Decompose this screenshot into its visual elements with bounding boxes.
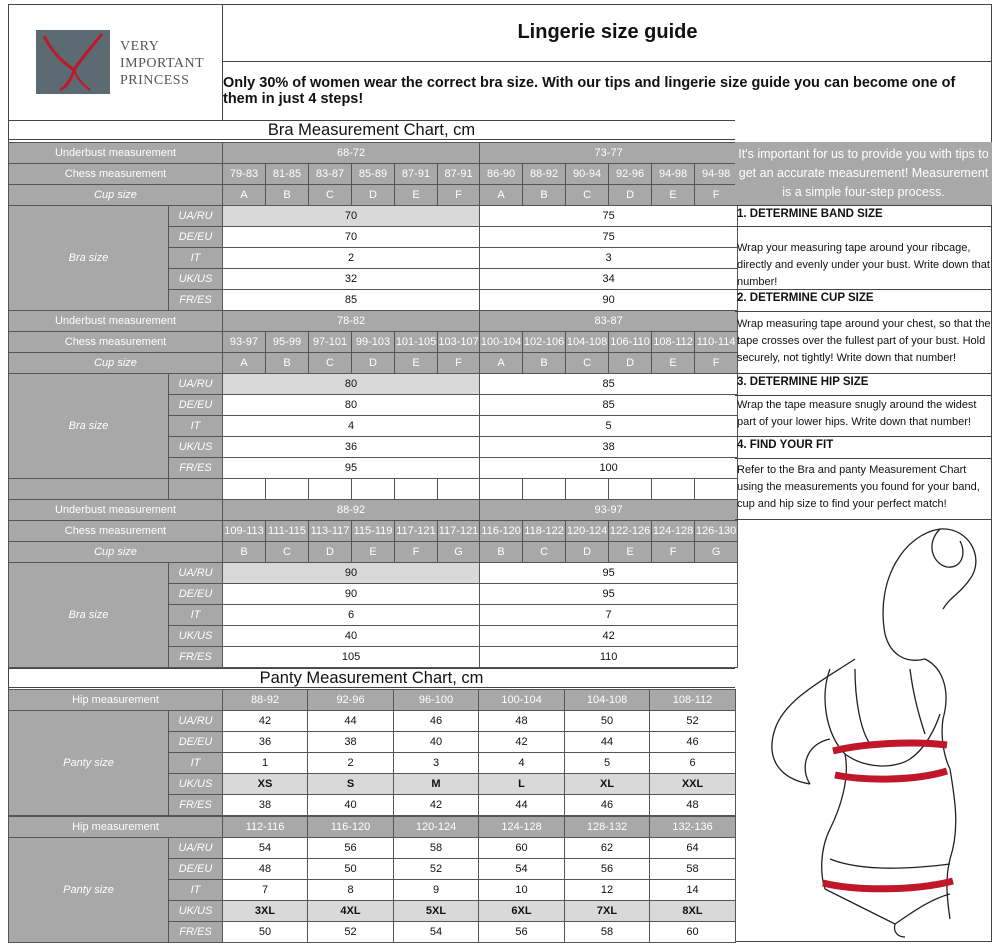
panty-size-value: 50 (223, 922, 308, 943)
cup-size: B (480, 542, 523, 563)
panty-size-value: 44 (479, 795, 565, 816)
cup-size: D (352, 353, 395, 374)
bra-chart-table (8, 310, 738, 479)
chess-range: 117-121 (395, 521, 438, 542)
hip-range: 116-120 (308, 817, 394, 838)
size-system: FR/ES (169, 922, 223, 943)
bra-size-value: 32 (223, 269, 480, 290)
cup-size: D (309, 542, 352, 563)
bra-size-value: 80 (223, 374, 480, 395)
size-system: UA/RU (169, 838, 223, 859)
size-system: IT (169, 248, 223, 269)
bra-chart-title: Bra Measurement Chart, cm (8, 120, 735, 140)
underbust-label: Underbust measurement (9, 500, 223, 521)
panty-size-value: 52 (308, 922, 394, 943)
bra-size-value: 3 (480, 248, 738, 269)
band-group: 68-72 (223, 143, 480, 164)
size-system: UK/US (169, 269, 223, 290)
spacer-cell (480, 479, 523, 500)
hip-range: 112-116 (223, 817, 308, 838)
chess-range: 94-98 (695, 164, 738, 185)
chess-range: 115-119 (352, 521, 395, 542)
spacer-cell (695, 479, 738, 500)
cup-size: E (609, 542, 652, 563)
cup-size: F (695, 185, 738, 206)
panty-size-value: 64 (650, 838, 736, 859)
bra-size-value: 90 (480, 290, 738, 311)
panty-size-value: 36 (223, 732, 308, 753)
cup-size: F (652, 542, 695, 563)
size-system: IT (169, 753, 223, 774)
step-1-text: Wrap your measuring tape around your ribcage, directly and evenly under your bust. Write down that number! (737, 242, 990, 288)
cup-size: A (223, 353, 266, 374)
cup-size: E (652, 353, 695, 374)
spacer-cell (609, 479, 652, 500)
panty-size-value: 50 (565, 711, 650, 732)
bra-size-value: 110 (480, 647, 738, 668)
spacer-cell (169, 479, 223, 500)
chess-range: 118-122 (523, 521, 566, 542)
panty-size-value: XL (565, 774, 650, 795)
chess-label: Chess measurement (9, 521, 223, 542)
cup-size: B (523, 185, 566, 206)
cup-size: C (566, 185, 609, 206)
panty-size-value: 14 (650, 880, 736, 901)
chess-range: 110-114 (695, 332, 738, 353)
step-1-title: 1. DETERMINE BAND SIZE (737, 208, 883, 220)
panty-size-value: 58 (394, 838, 479, 859)
cup-size: A (223, 185, 266, 206)
cup-size: C (266, 542, 309, 563)
hip-range: 96-100 (394, 690, 479, 711)
panty-size-value: 56 (479, 922, 565, 943)
cup-size: G (695, 542, 738, 563)
size-system: DE/EU (169, 227, 223, 248)
table-row (9, 563, 738, 584)
panty-size-value: 8 (308, 880, 394, 901)
panty-size-value: 6 (650, 753, 736, 774)
chess-range: 87-91 (395, 164, 438, 185)
panty-size-value: 38 (308, 732, 394, 753)
bra-size-value: 36 (223, 437, 480, 458)
bra-chart-table (8, 499, 738, 668)
step-3-title: 3. DETERMINE HIP SIZE (737, 376, 869, 388)
chess-range: 83-87 (309, 164, 352, 185)
panty-size-value: 42 (223, 711, 308, 732)
chess-range: 124-128 (652, 521, 695, 542)
bra-size-value: 90 (223, 563, 480, 584)
chess-range: 108-112 (652, 332, 695, 353)
chess-range: 94-98 (652, 164, 695, 185)
size-system: UK/US (169, 901, 223, 922)
panty-size-value: 54 (223, 838, 308, 859)
table-row (9, 500, 738, 521)
panty-size-value: 3XL (223, 901, 308, 922)
bra-size-value: 85 (480, 374, 738, 395)
cup-size: E (352, 542, 395, 563)
cup-label: Cup size (9, 542, 223, 563)
size-system: UK/US (169, 626, 223, 647)
bra-size-value: 95 (480, 563, 738, 584)
band-group: 93-97 (480, 500, 738, 521)
panty-size-value: 38 (223, 795, 308, 816)
panty-size-value: 7XL (565, 901, 650, 922)
size-system: IT (169, 880, 223, 901)
panty-size-value: 5XL (394, 901, 479, 922)
bra-size-value: 75 (480, 227, 738, 248)
cup-size: D (609, 185, 652, 206)
panty-size-value: 52 (650, 711, 736, 732)
chess-range: 106-110 (609, 332, 652, 353)
hip-range: 92-96 (308, 690, 394, 711)
chess-range: 100-104 (480, 332, 523, 353)
chess-range: 85-89 (352, 164, 395, 185)
table-row (9, 690, 736, 711)
panty-size-label: Panty size (9, 838, 169, 943)
chess-range: 116-120 (480, 521, 523, 542)
chess-range: 97-101 (309, 332, 352, 353)
hip-range: 128-132 (565, 817, 650, 838)
panty-size-value: 56 (308, 838, 394, 859)
panty-size-value: M (394, 774, 479, 795)
size-system: FR/ES (169, 290, 223, 311)
bra-size-label: Bra size (9, 206, 169, 311)
cup-size: D (609, 353, 652, 374)
spacer-cell (352, 479, 395, 500)
panty-size-value: 40 (394, 732, 479, 753)
hip-range: 100-104 (479, 690, 565, 711)
chess-label: Chess measurement (9, 332, 223, 353)
panty-size-value: XS (223, 774, 308, 795)
size-system: DE/EU (169, 395, 223, 416)
size-system: IT (169, 416, 223, 437)
chess-range: 126-130 (695, 521, 738, 542)
chess-range: 93-97 (223, 332, 266, 353)
size-system: UK/US (169, 437, 223, 458)
cup-size: A (480, 353, 523, 374)
divider (735, 226, 992, 227)
hip-range: 132-136 (650, 817, 736, 838)
bra-size-value: 80 (223, 395, 480, 416)
chess-range: 111-115 (266, 521, 309, 542)
bra-size-value: 7 (480, 605, 738, 626)
underbust-label: Underbust measurement (9, 143, 223, 164)
size-system: DE/EU (169, 859, 223, 880)
size-system: UA/RU (169, 711, 223, 732)
spacer-cell (523, 479, 566, 500)
spacer-cell (9, 479, 169, 500)
panty-size-value: 8XL (650, 901, 736, 922)
cup-size: E (395, 185, 438, 206)
cup-label: Cup size (9, 353, 223, 374)
panty-size-value: 62 (565, 838, 650, 859)
hip-range: 88-92 (223, 690, 308, 711)
size-system: UK/US (169, 774, 223, 795)
panty-size-value: 10 (479, 880, 565, 901)
spacer-cell (395, 479, 438, 500)
page-title: Lingerie size guide (223, 4, 992, 62)
bra-size-value: 42 (480, 626, 738, 647)
table-row (9, 185, 738, 206)
spacer-row (8, 478, 738, 500)
chess-range: 79-83 (223, 164, 266, 185)
table-row (9, 353, 738, 374)
chess-range: 88-92 (523, 164, 566, 185)
size-system: UA/RU (169, 206, 223, 227)
panty-size-value: 46 (565, 795, 650, 816)
band-group: 78-82 (223, 311, 480, 332)
bra-size-value: 85 (223, 290, 480, 311)
panty-size-value: 4 (479, 753, 565, 774)
panty-size-value: 48 (650, 795, 736, 816)
cup-size: F (395, 542, 438, 563)
spacer-cell (438, 479, 480, 500)
bra-size-value: 90 (223, 584, 480, 605)
bra-size-value: 75 (480, 206, 738, 227)
cup-size: F (438, 353, 480, 374)
brand-line-3: PRINCESS (120, 73, 190, 88)
cup-size: B (523, 353, 566, 374)
panty-size-value: 46 (394, 711, 479, 732)
chess-range: 81-85 (266, 164, 309, 185)
band-group: 83-87 (480, 311, 738, 332)
panty-size-value: 52 (394, 859, 479, 880)
size-system: IT (169, 605, 223, 626)
bra-size-value: 70 (223, 227, 480, 248)
bra-chart-table (8, 142, 738, 311)
bra-size-value: 34 (480, 269, 738, 290)
cup-size: B (266, 185, 309, 206)
bra-size-value: 5 (480, 416, 738, 437)
band-group: 88-92 (223, 500, 480, 521)
cup-size: B (266, 353, 309, 374)
bra-size-value: 105 (223, 647, 480, 668)
panty-size-value: 46 (650, 732, 736, 753)
hip-range: 124-128 (479, 817, 565, 838)
cup-size: C (309, 353, 352, 374)
bra-size-value: 70 (223, 206, 480, 227)
chess-range: 95-99 (266, 332, 309, 353)
panty-size-value: 6XL (479, 901, 565, 922)
hip-range: 104-108 (565, 690, 650, 711)
table-row (9, 711, 736, 732)
bra-size-value: 100 (480, 458, 738, 479)
panty-size-label: Panty size (9, 711, 169, 816)
cup-size: C (566, 353, 609, 374)
divider (735, 458, 992, 459)
step-3-text: Wrap the tape measure snugly around the widest part of your lower hips. Write down that number! (737, 399, 977, 428)
panty-size-value: 60 (650, 922, 736, 943)
table-row (9, 521, 738, 542)
chess-range: 101-105 (395, 332, 438, 353)
panty-chart-title: Panty Measurement Chart, cm (8, 668, 735, 688)
panty-size-value: 2 (308, 753, 394, 774)
measuring-figure-illustration (735, 519, 992, 942)
panty-size-value: 48 (223, 859, 308, 880)
table-row (9, 143, 738, 164)
size-system: FR/ES (169, 647, 223, 668)
band-group: 73-77 (480, 143, 738, 164)
spacer-cell (309, 479, 352, 500)
spacer-cell (223, 479, 266, 500)
panty-size-value: 40 (308, 795, 394, 816)
panty-size-value: 3 (394, 753, 479, 774)
size-system: DE/EU (169, 584, 223, 605)
chess-range: 120-124 (566, 521, 609, 542)
bra-size-value: 4 (223, 416, 480, 437)
panty-size-value: 50 (308, 859, 394, 880)
step-4-text: Refer to the Bra and panty Measurement Chart using the measurements you found for your band, cup and hip size to find your perfect match! (737, 464, 980, 510)
chess-range: 104-108 (566, 332, 609, 353)
step-2-text: Wrap measuring tape around your chest, so that the tape crosses over the fullest part of your bust. Hold securely, not tightly! Write down that number! (737, 318, 991, 364)
cup-size: C (309, 185, 352, 206)
bra-size-label: Bra size (9, 374, 169, 479)
panty-size-value: 60 (479, 838, 565, 859)
chess-range: 122-126 (609, 521, 652, 542)
chess-range: 117-121 (438, 521, 480, 542)
divider (735, 395, 992, 396)
chess-range: 109-113 (223, 521, 266, 542)
panty-size-value: 48 (479, 711, 565, 732)
table-row (9, 374, 738, 395)
table-row (9, 817, 736, 838)
cup-size: D (352, 185, 395, 206)
panty-size-value: 7 (223, 880, 308, 901)
table-row (9, 311, 738, 332)
bra-size-value: 38 (480, 437, 738, 458)
chess-label: Chess measurement (9, 164, 223, 185)
bra-size-value: 85 (480, 395, 738, 416)
cup-label: Cup size (9, 185, 223, 206)
cup-size: G (438, 542, 480, 563)
table-row (9, 332, 738, 353)
table-row (9, 838, 736, 859)
bra-size-value: 2 (223, 248, 480, 269)
table-row (9, 206, 738, 227)
panty-chart-table (8, 689, 736, 816)
page-subtitle: Only 30% of women wear the correct bra size. With our tips and lingerie size guide you can become one of them in just 4 steps! (223, 75, 956, 107)
tips-intro: It's important for us to provide you with tips to get an accurate measurement! Measurement is a simple four-step process. (735, 142, 992, 205)
cup-size: F (695, 353, 738, 374)
chess-range: 99-103 (352, 332, 395, 353)
table-row (9, 164, 738, 185)
spacer-cell (566, 479, 609, 500)
chess-range: 86-90 (480, 164, 523, 185)
panty-size-value: 5 (565, 753, 650, 774)
bra-size-value: 95 (480, 584, 738, 605)
spacer-cell (652, 479, 695, 500)
panty-size-value: 58 (650, 859, 736, 880)
spacer-cell (266, 479, 309, 500)
underbust-label: Underbust measurement (9, 311, 223, 332)
cup-size: C (523, 542, 566, 563)
chess-range: 90-94 (566, 164, 609, 185)
panty-size-value: 56 (565, 859, 650, 880)
size-system: DE/EU (169, 732, 223, 753)
size-system: FR/ES (169, 795, 223, 816)
bra-size-value: 95 (223, 458, 480, 479)
panty-size-value: S (308, 774, 394, 795)
panty-size-value: L (479, 774, 565, 795)
panty-size-value: 54 (479, 859, 565, 880)
chess-range: 113-117 (309, 521, 352, 542)
size-system: UA/RU (169, 374, 223, 395)
panty-size-value: XXL (650, 774, 736, 795)
panty-size-value: 4XL (308, 901, 394, 922)
chess-range: 92-96 (609, 164, 652, 185)
panty-size-value: 54 (394, 922, 479, 943)
cup-size: B (223, 542, 266, 563)
cup-size: A (480, 185, 523, 206)
chess-range: 102-106 (523, 332, 566, 353)
panty-chart-table (8, 816, 736, 943)
chess-range: 87-91 (438, 164, 480, 185)
panty-size-value: 42 (479, 732, 565, 753)
cup-size: E (652, 185, 695, 206)
hip-label: Hip measurement (9, 817, 223, 838)
hip-range: 108-112 (650, 690, 736, 711)
bra-size-value: 40 (223, 626, 480, 647)
hip-label: Hip measurement (9, 690, 223, 711)
brand-line-2: IMPORTANT (120, 56, 205, 71)
panty-size-value: 44 (565, 732, 650, 753)
panty-size-value: 1 (223, 753, 308, 774)
bra-size-label: Bra size (9, 563, 169, 668)
step-4-title: 4. FIND YOUR FIT (737, 439, 834, 451)
panty-size-value: 9 (394, 880, 479, 901)
step-2-title: 2. DETERMINE CUP SIZE (737, 292, 874, 304)
ribbon-logo-icon (36, 30, 110, 94)
divider (735, 311, 992, 312)
panty-size-value: 42 (394, 795, 479, 816)
panty-size-value: 58 (565, 922, 650, 943)
size-system: FR/ES (169, 458, 223, 479)
cup-size: F (438, 185, 480, 206)
size-system: UA/RU (169, 563, 223, 584)
bra-size-value: 6 (223, 605, 480, 626)
table-row (9, 542, 738, 563)
hip-range: 120-124 (394, 817, 479, 838)
chess-range: 103-107 (438, 332, 480, 353)
cup-size: E (395, 353, 438, 374)
panty-size-value: 12 (565, 880, 650, 901)
cup-size: D (566, 542, 609, 563)
panty-size-value: 44 (308, 711, 394, 732)
brand-line-1: VERY (120, 39, 160, 54)
